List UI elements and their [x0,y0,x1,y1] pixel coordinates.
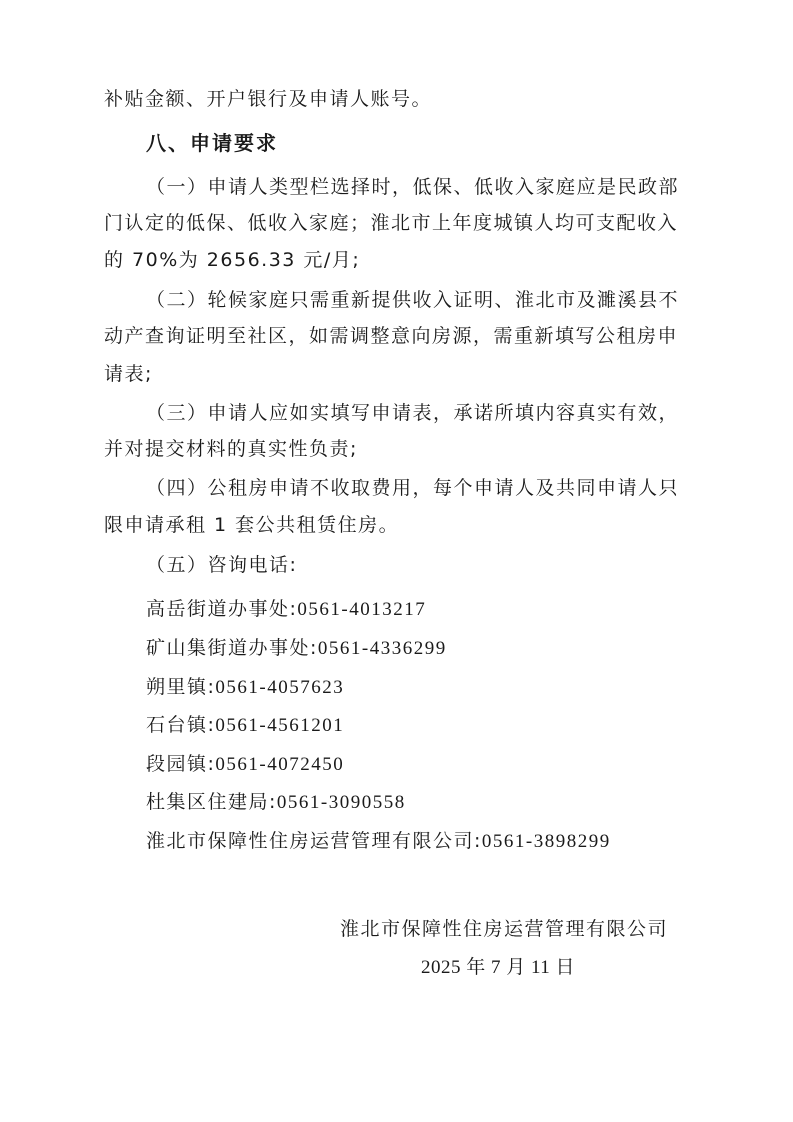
signature-organization: 淮北市保障性住房运营管理有限公司 [340,918,669,940]
contact-name: 石台镇: [146,714,216,736]
requirement-item-3-line-1 [146,401,679,425]
contact-phone: 0561-4561201 [215,715,345,736]
requirement-item-4-text: 公租房申请不收取费用，每个申请人及共同申请人只 [207,477,680,499]
contact-row [146,597,426,622]
contact-row [146,790,406,815]
requirement-item-3-text: 申请人应如实填写申请表，承诺所填内容真实有效， [207,402,680,424]
signature-date: 2025 年 7 月 11 日 [421,957,576,978]
requirement-item-5-text: 咨询电话: [207,554,298,576]
requirement-item-4-label: （四） [146,477,208,499]
requirement-item-1-line-3: 的 70%为 2656.33 元/月; [104,249,361,271]
contact-phone: 0561-4057623 [215,677,345,698]
contact-row [146,713,344,738]
requirement-item-4-line-2: 限申请承租 1 套公共租赁住房。 [104,514,400,536]
requirement-item-2-label: （二） [146,289,208,311]
requirement-item-2-line-3: 请表; [104,363,153,385]
requirement-item-2-line-2: 动产查询证明至社区，如需调整意向房源，需重新填写公租房申 [104,325,679,347]
contact-phone: 0561-3898299 [481,831,611,852]
requirement-item-1-line-2: 门认定的低保、低收入家庭；淮北市上年度城镇人均可支配收入 [104,212,679,234]
contact-phone: 0561-4072450 [215,754,345,775]
contact-row [146,636,447,661]
contact-name: 段园镇: [146,753,216,775]
contact-name: 朔里镇: [146,676,216,698]
contact-name: 高岳街道办事处: [146,598,298,620]
requirement-item-2-line-1 [146,288,679,312]
contact-phone: 0561-3090558 [276,792,406,813]
contact-phone: 0561-4336299 [317,638,447,659]
contact-row [146,675,344,700]
requirement-item-5-line-1 [146,553,297,577]
contact-row [146,829,611,854]
requirement-item-2-text: 轮候家庭只需重新提供收入证明、淮北市及濉溪县不 [207,289,680,311]
contact-phone: 0561-4013217 [297,599,427,620]
requirement-item-4-line-1 [146,476,679,500]
contact-name: 矿山集街道办事处: [146,637,318,659]
requirement-item-1-text: 申请人类型栏选择时，低保、低收入家庭应是民政部 [207,176,680,198]
contact-name: 淮北市保障性住房运营管理有限公司: [146,830,482,852]
contact-name: 杜集区住建局: [146,791,277,813]
requirement-item-3-line-2: 并对提交材料的真实性负责; [104,438,358,460]
contact-row [146,752,344,777]
intro-continuation: 补贴金额、开户银行及申请人账号。 [104,88,433,110]
requirement-item-1-label: （一） [146,176,208,198]
requirement-item-3-label: （三） [146,402,208,424]
requirement-item-5-label: （五） [146,554,208,576]
section-heading: 八、申请要求 [146,131,278,155]
requirement-item-1-line-1 [146,175,679,199]
